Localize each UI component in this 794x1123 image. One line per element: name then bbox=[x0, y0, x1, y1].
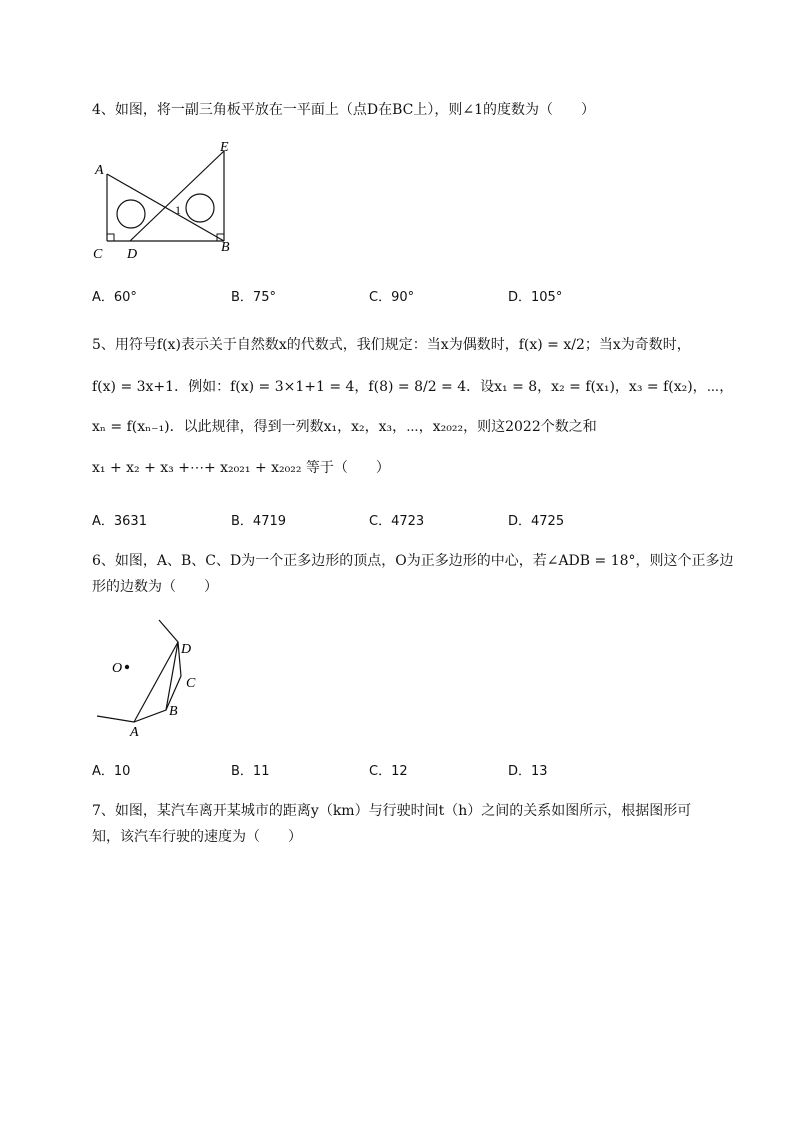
q4-label-e: E bbox=[220, 140, 229, 155]
q4-option-c: C．90° bbox=[369, 290, 415, 305]
q6-figure bbox=[92, 612, 222, 742]
q6-option-b: B．11 bbox=[231, 764, 270, 779]
q7-line-1: 7、如图，某汽车离开某城市的距离y（km）与行驶时间t（h）之间的关系如图所示，根据图形可 bbox=[92, 803, 692, 819]
q6-label-d: D bbox=[181, 642, 192, 657]
q6-label-b: B bbox=[169, 704, 178, 719]
q5-option-a: A．3631 bbox=[92, 514, 147, 529]
q5-line-3: xₙ = f(xₙ₋₁)．以此规律，得到一列数x₁，x₂，x₃，⋯，x₂₀₂₂，则这2022个数之和 bbox=[92, 419, 597, 435]
q6-label-a: A bbox=[130, 725, 139, 740]
q4-option-a: A．60° bbox=[92, 290, 137, 305]
q5-line-2: f(x) = 3x+1．例如：f(x) = 3×1+1 = 4，f(8) = 8/2 = 4．设x₁ = 8，x₂ = f(x₁)，x₃ = f(x₂)，⋯， bbox=[92, 379, 734, 395]
q4-figure bbox=[90, 136, 250, 266]
q6-option-d: D．13 bbox=[508, 764, 548, 779]
q4-label-a: A bbox=[95, 163, 104, 178]
q4-label-d: D bbox=[127, 247, 138, 262]
q6-line-2: 形的边数为（ ） bbox=[92, 579, 218, 595]
q5-line-4: x₁ + x₂ + x₃ +⋯+ x₂₀₂₁ + x₂₀₂₂ 等于（ ） bbox=[92, 460, 390, 476]
q6-option-a: A．10 bbox=[92, 764, 131, 779]
q4-stem: 4、如图，将一副三角板平放在一平面上（点D在BC上），则∠1的度数为（ ） bbox=[92, 102, 596, 118]
q4-label-angle1: 1 bbox=[175, 203, 181, 217]
q7-line-2: 知，该汽车行驶的速度为（ ） bbox=[92, 829, 302, 845]
q6-line-1: 6、如图，A、B、C、D为一个正多边形的顶点，O为正多边形的中心，若∠ADB = 18°，则这个正多边 bbox=[92, 553, 734, 569]
q4-label-b: B bbox=[221, 240, 230, 255]
q6-option-c: C．12 bbox=[369, 764, 408, 779]
q5-option-b: B．4719 bbox=[231, 514, 287, 529]
q5-option-d: D．4725 bbox=[508, 514, 565, 529]
q4-label-c: C bbox=[93, 247, 103, 262]
q5-option-c: C．4723 bbox=[369, 514, 425, 529]
q6-label-o: O bbox=[112, 661, 123, 676]
q4-option-b: B．75° bbox=[231, 290, 276, 305]
q5-line-1: 5、用符号f(x)表示关于自然数x的代数式，我们规定：当x为偶数时，f(x) = x/2；当x为奇数时， bbox=[92, 337, 691, 353]
q6-label-c: C bbox=[186, 676, 196, 691]
q4-option-d: D．105° bbox=[508, 290, 563, 305]
